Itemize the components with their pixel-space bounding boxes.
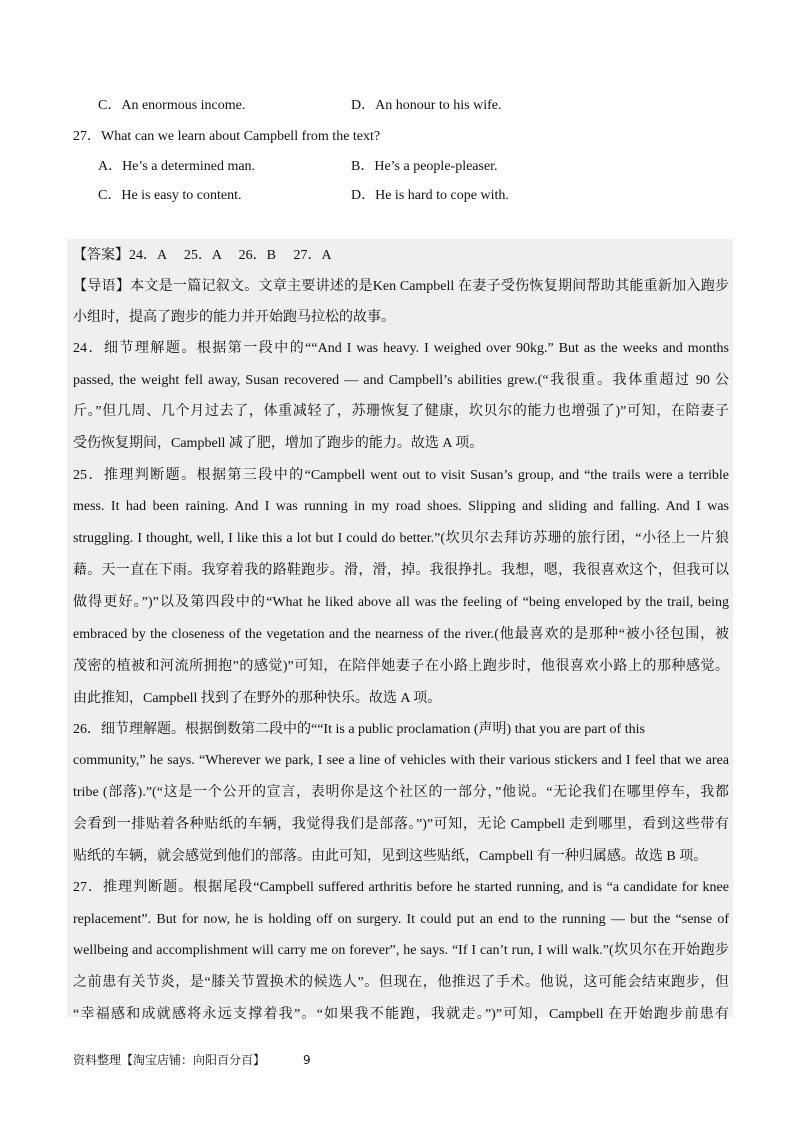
- explanation-line: 25．推理判断题。根据第三段中的“Campbell went out to visit Susan’s group, and “the trails were a terrible: [73, 468, 729, 483]
- footer-source: 资料整理【淘宝店铺：向阳百分百】: [73, 1053, 266, 1067]
- explanation-line: replacement”. But for now, he is holding off on surgery. It could put an end to the running — but the “sense of: [73, 912, 729, 927]
- explanation-line: 受伤恢复期间，Campbell 减了肥，增加了跑步的能力。故选 A 项。: [73, 436, 484, 451]
- q27-options-row-1: [98, 157, 738, 177]
- explanation-line: 之前患有关节炎，是“膝关节置换术的候选人”。但现在，他推迟了手术。他说，这可能会结束跑步，但: [73, 975, 729, 990]
- explanation-line: 做得更好。”)”以及第四段中的“What he liked above all was the feeling of “being enveloped by the trail, being: [73, 595, 729, 610]
- q27-option-c: C．He is easy to content.: [98, 188, 242, 203]
- explanation-line: community,” he says. “Wherever we park, I see a line of vehicles with their various stickers and I feel that we area: [73, 753, 729, 768]
- q26-option-d: D．An honour to his wife.: [351, 98, 502, 113]
- explanation-line: “幸福感和成就感将永远支撑着我”。“如果我不能跑，我就走。”)”可知，Campbell 在开始跑步前患有: [73, 1007, 729, 1022]
- q27-option-a: A．He’s a determined man.: [98, 159, 256, 174]
- q26-option-c: C．An enormous income.: [98, 98, 246, 113]
- page-number: 9: [303, 1053, 311, 1067]
- explanation-line: 由此推知，Campbell 找到了在野外的那种快乐。故选 A 项。: [73, 691, 442, 706]
- explanation-line: mess. It had been raining. And I was running in my road shoes. Slipping and sliding and falling. And I was: [73, 499, 729, 514]
- q27-option-b: B．He’s a people-pleaser.: [351, 159, 498, 174]
- explanation-line: passed, the weight fell away, Susan recovered — and Campbell’s abilities grew.(“我很重。我体重超过 90 公: [73, 373, 729, 388]
- q27-stem: 27．What can we learn about Campbell from the text?: [73, 129, 381, 144]
- explanation-line: struggling. I thought, well, I like this a lot but I could do better.”(坎贝尔去拜访苏珊的旅行团，“小径上一片狼: [73, 531, 729, 546]
- q27-options-row-2: [98, 186, 738, 206]
- explanation-line: 27．推理判断题。根据尾段“Campbell suffered arthritis before he started running, and is “a candidate for knee: [73, 880, 729, 895]
- explanation-line: wellbeing and accomplishment will carry me on forever”, he says. “If I can’t run, I will walk.”(坎贝尔在开始跑步: [73, 943, 729, 958]
- explanation-line: 26．细节理解题。根据倒数第二段中的““It is a public proclamation (声明) that you are part of this: [73, 722, 645, 737]
- explanation-line: 会看到一排贴着各种贴纸的车辆，我觉得我们是部落。”)”可知，无论 Campbell 走到哪里，看到这些带有: [73, 817, 729, 832]
- explanation-line: 茂密的植被和河流所拥抱”的感觉)”可知，在陪伴她妻子在小路上跑步时，他很喜欢小路上的那种感觉。: [73, 659, 729, 674]
- explanation-line: tribe (部落).”(“这是一个公开的宣言，表明你是这个社区的一部分，”他说。“无论我们在哪里停车，我都: [73, 785, 729, 800]
- explanation-line: 藉。天一直在下雨。我穿着我的路鞋跑步。滑，滑，掉。我很挣扎。我想，嗯，我很喜欢这个，但我可以: [73, 563, 729, 578]
- explanation-line: 24．细节理解题。根据第一段中的““And I was heavy. I weighed over 90kg.” But as the weeks and months: [73, 341, 729, 356]
- explanation-line: embraced by the closeness of the vegetation and the nearness of the river.(他最喜欢的是那种“被小径包围，被: [73, 627, 729, 642]
- answer-key-line: 【答案】24．A 25．A 26．B 27．A: [73, 248, 332, 263]
- explanation-line: 斤。”但几周、几个月过去了，体重减轻了，苏珊恢复了健康，坎贝尔的能力也增强了)”可知，在陪妻子: [73, 404, 729, 419]
- q26-options-row: [98, 96, 738, 116]
- q27-option-d: D．He is hard to cope with.: [351, 188, 509, 203]
- intro-line: 【导语】本文是一篇记叙文。文章主要讲述的是Ken Campbell 在妻子受伤恢复期间帮助其能重新加入跑步: [73, 279, 729, 294]
- intro-line: 小组时，提高了跑步的能力并开始跑马拉松的故事。: [73, 310, 395, 325]
- explanation-line: 贴纸的车辆，就会感觉到他们的部落。由此可知，见到这些贴纸，Campbell 有一种归属感。故选 B 项。: [73, 849, 708, 864]
